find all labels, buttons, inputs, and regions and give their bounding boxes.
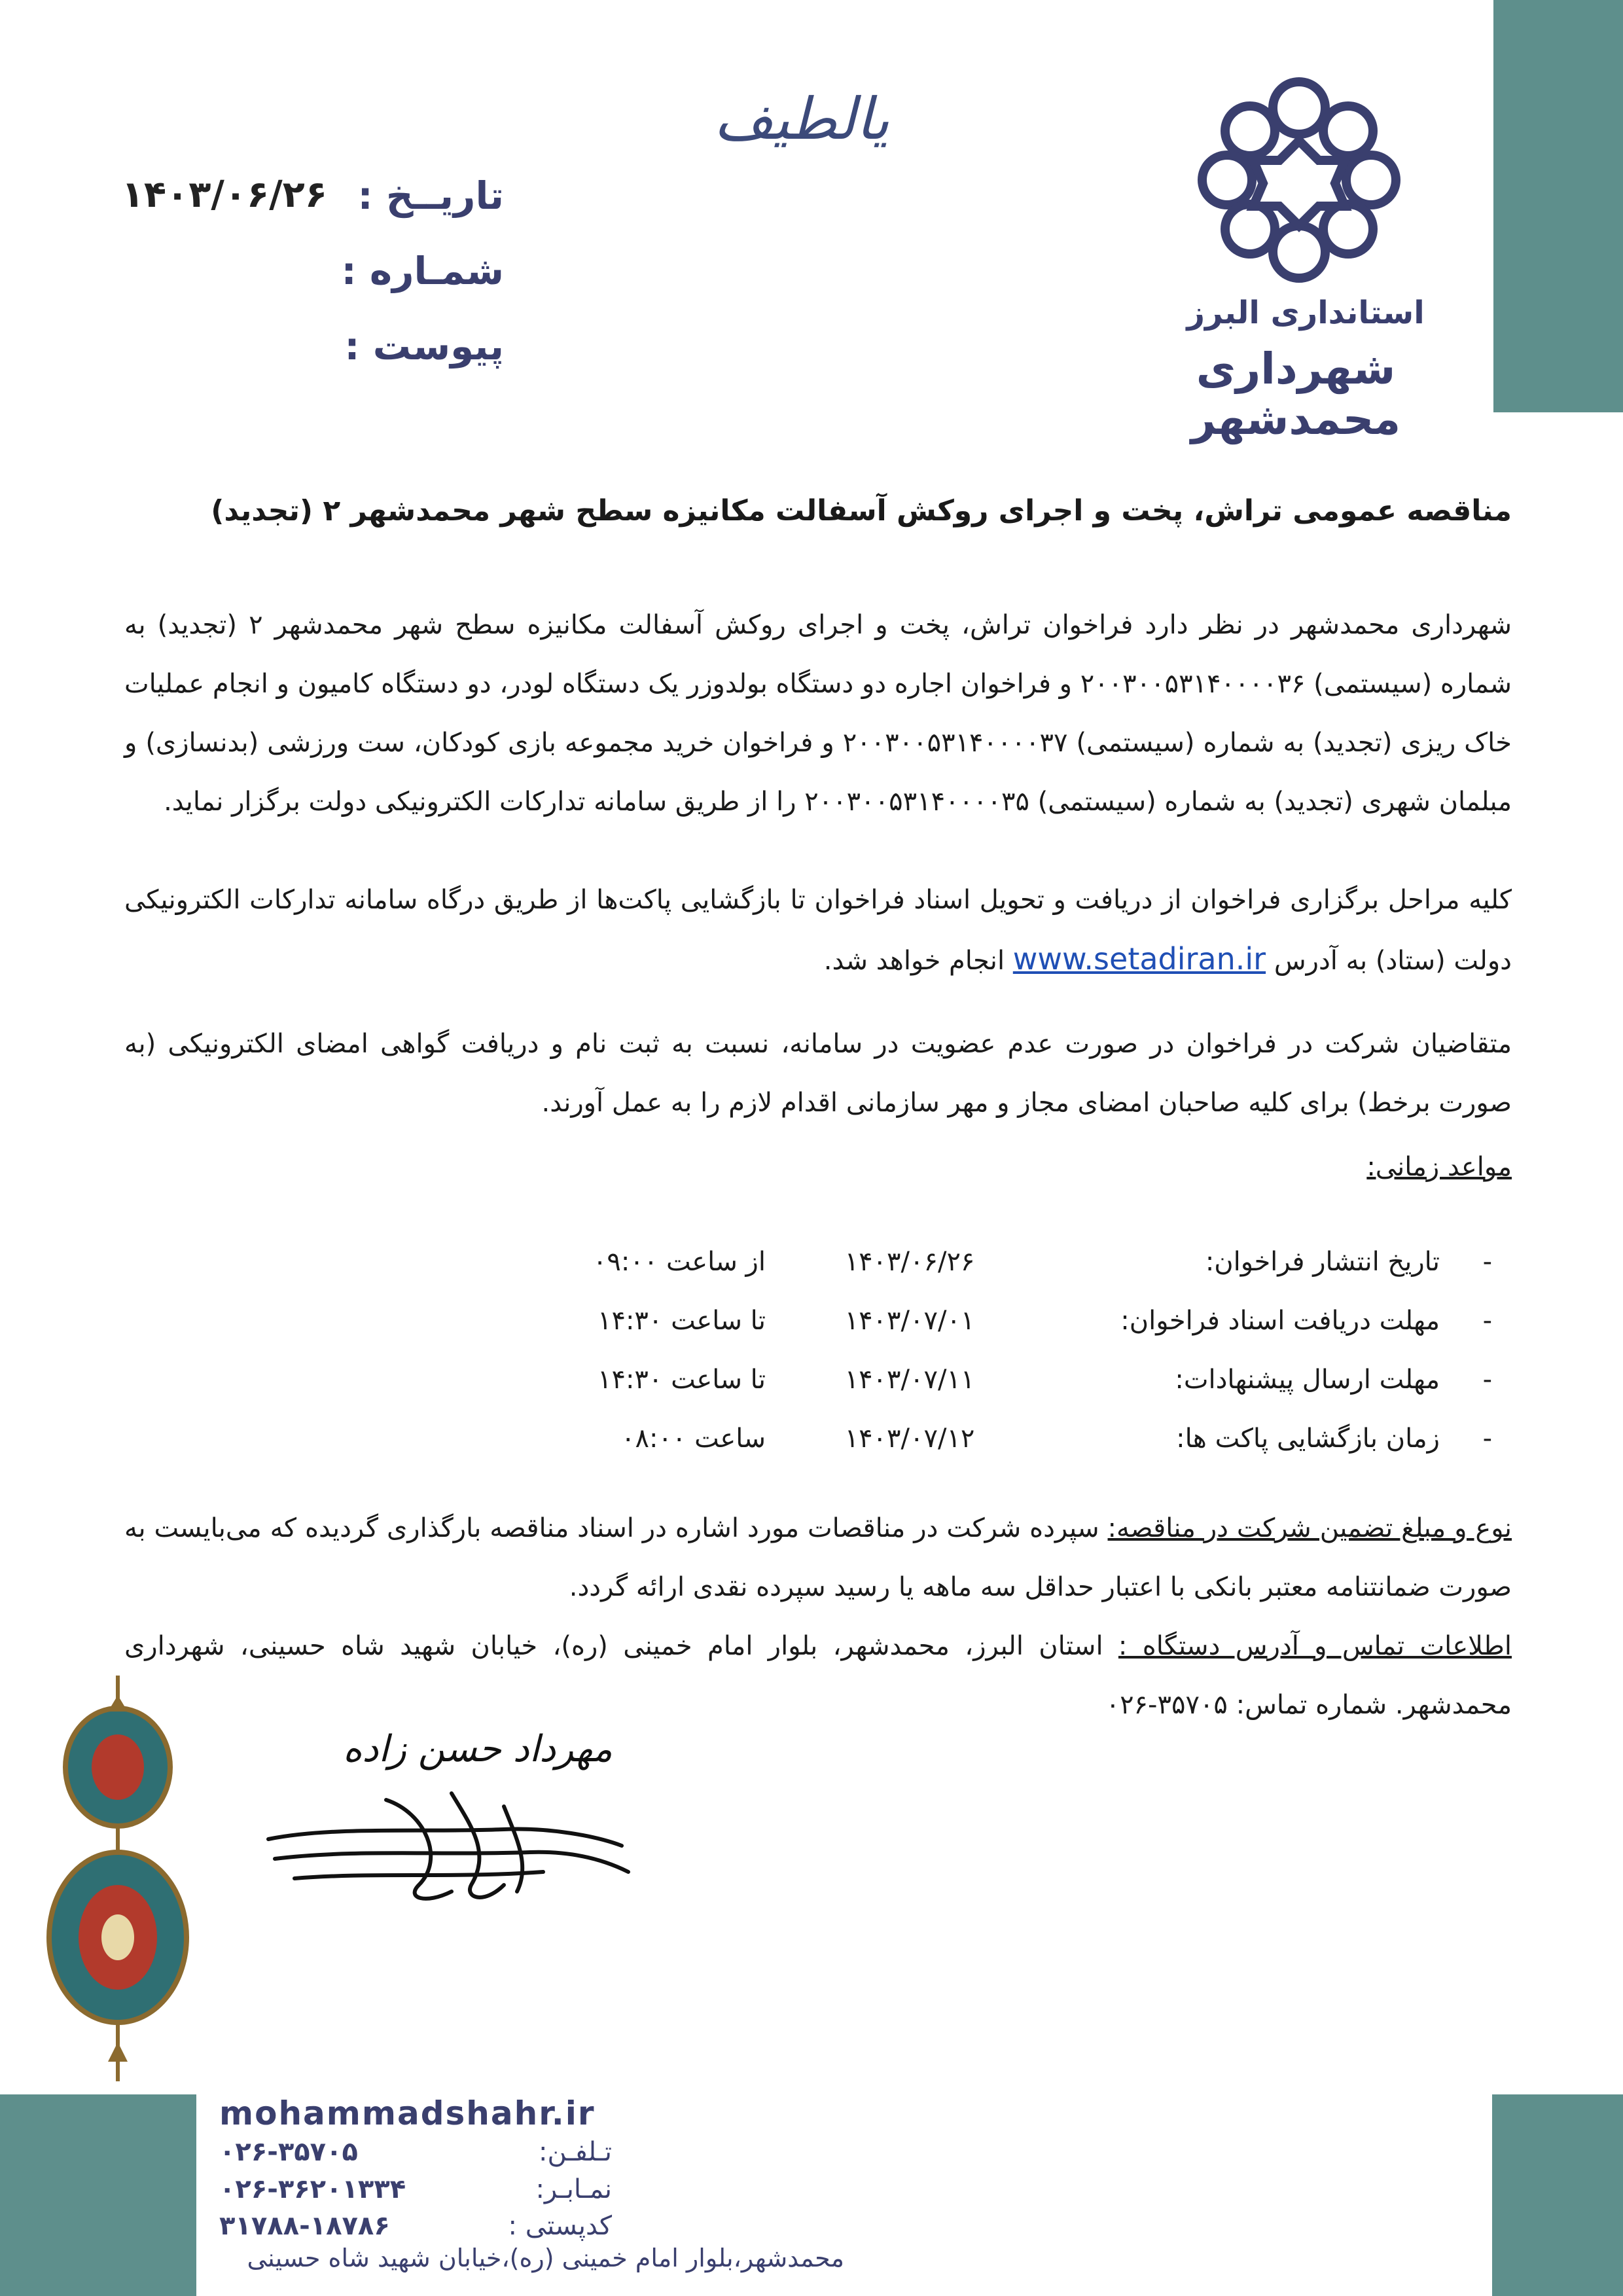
guarantee-label: نوع و مبلغ تضمین شرکت در مناقصه:	[1107, 1513, 1512, 1543]
schedule-row	[537, 1424, 1492, 1476]
bullet-dash: -	[1482, 1365, 1492, 1395]
schedule-row	[537, 1365, 1492, 1417]
bullet-dash: -	[1482, 1424, 1492, 1454]
schedule-label: مهلت دریافت اسناد فراخوان:	[1120, 1306, 1440, 1336]
paragraph-registration: متقاضیان شرکت در فراخوان در صورت عدم عضویت در سامانه، نسبت به ثبت نام و دریافت گواهی امضای الکترونیکی (به صورت برخط) برای کلیه صاحبان امضای مجاز و مهر سازمانی اقدام لازم را به عمل آورند.	[124, 1029, 1512, 1118]
schedule-row	[537, 1247, 1492, 1299]
phone-value: ۰۲۶-۳۵۷۰۵	[219, 2137, 358, 2167]
schedule-time: ساعت ۰۸:۰۰	[621, 1424, 766, 1454]
schedule-date: ۱۴۰۳/۰۷/۱۲	[844, 1424, 975, 1454]
date-row	[111, 173, 504, 226]
schedule-heading	[1243, 1152, 1512, 1182]
setad-link[interactable]: www.setadiran.ir	[1012, 941, 1266, 977]
fax-value: ۰۲۶-۳۶۲۰۱۳۳۴	[219, 2174, 406, 2204]
province-name: استانداری البرز	[1186, 295, 1425, 331]
footer-phone-row	[219, 2137, 612, 2176]
municipality-logo-icon	[1178, 69, 1420, 291]
ornament-icon	[46, 1676, 190, 2081]
footer-fax-row	[219, 2174, 612, 2214]
phone-label: تـلفـن:	[539, 2137, 612, 2167]
date-value: ۱۴۰۳/۰۶/۲۶	[121, 173, 327, 216]
municipality-name: شهرداری محمدشهر	[1190, 344, 1401, 444]
date-label: تاریــخ :	[357, 173, 504, 218]
attachment-label: پیوست :	[344, 324, 504, 368]
contact-text: استان البرز، محمدشهر، بلوار امام خمینی (ره)، خیابان شهید شاه حسینی، شهرداری محمدشهر. شماره تماس: ۳۵۷۰۵-۰۲۶	[124, 1631, 1512, 1720]
guarantee-text: سپرده شرکت در مناقصات مورد اشاره در اسناد مناقصه بارگذاری گردیده که می‌بایست به صورت ضمانتنامه معتبر بانکی با اعتبار حداقل سه ماهه یا رسید سپرده نقدی ارائه گردد.	[124, 1513, 1512, 1602]
tender-title: مناقصه عمومی تراش، پخت و اجرای روکش آسفالت مکانیزه سطح شهر محمدشهر ۲ (تجدید)	[211, 494, 1512, 528]
paragraph-guarantee	[124, 1499, 1512, 1617]
number-label: شمـاره :	[341, 249, 504, 293]
schedule-label: تاریخ انتشار فراخوان:	[1205, 1247, 1440, 1277]
schedule-time: از ساعت ۰۹:۰۰	[592, 1247, 766, 1277]
number-row	[111, 249, 504, 301]
paragraph-contact	[124, 1617, 1512, 1734]
teal-side-stripe	[1493, 0, 1623, 412]
schedule-label: مهلت ارسال پیشنهادات:	[1175, 1365, 1440, 1395]
procedure-text-end: انجام خواهد شد.	[823, 946, 1005, 976]
postal-value: ۳۱۷۸۸-۱۸۷۸۶	[219, 2211, 390, 2241]
footer-address: محمدشهر،بلوار امام خمینی (ره)،خیابان شهید شاه حسینی	[247, 2244, 844, 2272]
schedule-date: ۱۴۰۳/۰۷/۱۱	[844, 1365, 975, 1395]
schedule-date: ۱۴۰۳/۰۶/۲۶	[844, 1247, 975, 1277]
paragraph-announcement: شهرداری محمدشهر در نظر دارد فراخوان تراش، پخت و اجرای روکش آسفالت مکانیزه سطح شهر محمدشهر ۲ (تجدید) به شماره (سیستمی) ۲۰۰۳۰۰۵۳۱۴۰۰۰۰۳۶ و فراخوان اجاره دو دستگاه بولدوزر یک دستگاه لودر، دو دستگاه کامیون و انجام عملیات خاک ریزی (تجدید) به شماره (سیستمی) ۲۰۰۳۰۰۵۳۱۴۰۰۰۰۳۷ و فراخوان خرید مجموعه بازی کودکان، ست ورزشی (بدنسازی) و مبلمان شهری (تجدید) به شماره (سیستمی) ۲۰۰۳۰۰۵۳۱۴۰۰۰۰۳۵ را از طریق سامانه تدارکات الکترونیکی دولت برگزار نماید.	[124, 610, 1512, 817]
signature-icon	[255, 1774, 648, 1918]
postal-label: کدپستی :	[508, 2211, 612, 2241]
fax-label: نمـابـر:	[535, 2174, 612, 2204]
signatory-name: مهرداد حسن زاده	[343, 1728, 613, 1770]
paragraph-procedure	[124, 870, 1512, 990]
schedule-row	[537, 1306, 1492, 1358]
contact-label: اطلاعات تماس و آدرس دستگاه :	[1118, 1631, 1512, 1661]
footer-website[interactable]: mohammadshahr.ir	[219, 2094, 596, 2132]
bullet-dash: -	[1482, 1247, 1492, 1277]
attachment-row	[111, 324, 504, 376]
schedule-label: زمان بازگشایی پاکت ها:	[1176, 1424, 1440, 1454]
schedule-time: تا ساعت ۱۴:۳۰	[597, 1306, 766, 1336]
schedule-date: ۱۴۰۳/۰۷/۰۱	[844, 1306, 975, 1336]
bullet-dash: -	[1482, 1306, 1492, 1336]
invocation-heading: یالطیف	[714, 85, 889, 152]
procedure-text-start: کلیه مراحل برگزاری فراخوان از دریافت و تحویل اسناد فراخوان تا بازگشایی پاکت‌ها از طریق درگاه سامانه تدارکات الکترونیکی دولت (ستاد) به آدرس	[124, 885, 1512, 976]
schedule-time: تا ساعت ۱۴:۳۰	[597, 1365, 766, 1395]
schedule-heading-text: مواعد زمانی:	[1366, 1152, 1512, 1182]
